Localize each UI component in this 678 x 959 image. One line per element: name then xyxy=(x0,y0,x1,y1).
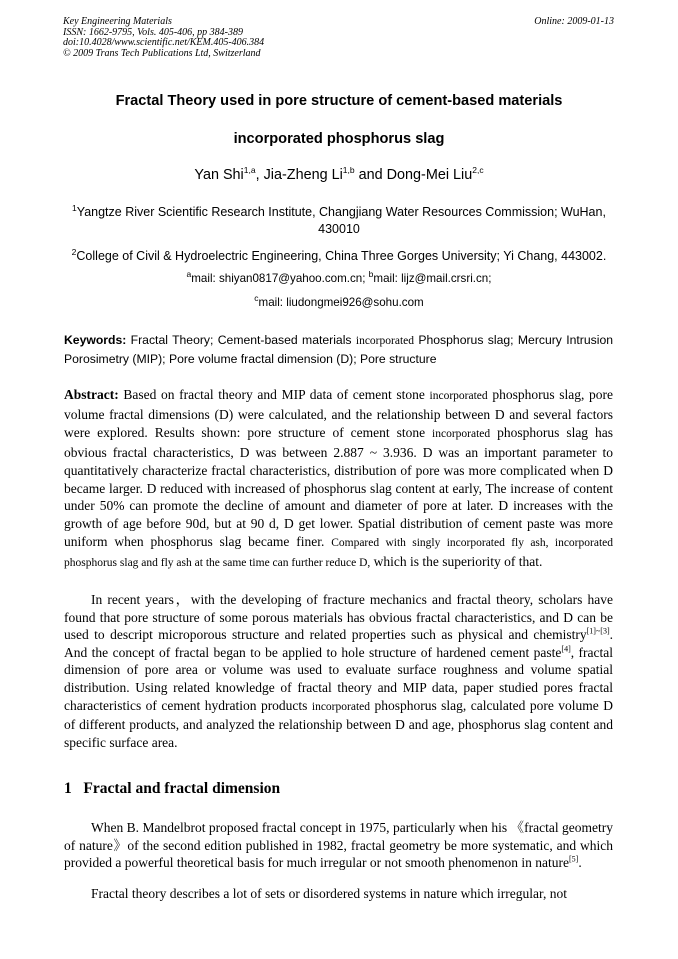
email-b: mail: lijz@mail.crsri.cn; xyxy=(373,272,492,285)
abstract-incorporated: incorporated xyxy=(432,427,491,440)
affiliation-1 xyxy=(63,204,615,238)
author-name: Jia-Zheng Li xyxy=(263,167,343,183)
affiliation-sup: 1 xyxy=(72,202,77,213)
keywords-incorporated: incorporated xyxy=(355,335,414,347)
author-name: Yan Shi xyxy=(194,167,244,183)
paragraph-text: Fractal theory describes a lot of sets or disordered systems in nature which irregular, not xyxy=(91,886,567,901)
journal-name: Key Engineering Materials xyxy=(63,16,172,27)
paper-title-line-1: Fractal Theory used in pore structure of cement-based materials xyxy=(115,93,563,109)
keywords-text: Fractal Theory; Cement-based materials xyxy=(126,333,356,347)
intro-text: In recent years，with the developing of fracture mechanics and fractal theory, scholars have found that pore structure of some porous materials has obvious fractal characteristics, and D can be used to descript microporous structure and related properties such as physical and chemistry xyxy=(64,592,613,643)
copyright-line: © 2009 Trans Tech Publications Ltd, Switzerland xyxy=(63,47,261,59)
section-heading xyxy=(64,780,280,798)
email-sup: a xyxy=(186,269,192,280)
intro-incorporated: incorporated xyxy=(311,700,370,713)
email-a: mail: shiyan0817@yahoo.com.cn; xyxy=(191,272,369,285)
email-sup: c xyxy=(254,293,259,304)
author-separator: , xyxy=(255,167,264,183)
paragraph-text: . xyxy=(578,855,582,871)
abstract-small-text: Compared with singly incorporated fly ash, incorporated phosphorus slag and fly ash at the same time can further reduce D, xyxy=(64,537,613,570)
intro-text: . And the concept of fractal began to be applied to hole structure of hardened cement paste xyxy=(64,627,613,660)
affiliation-2 xyxy=(63,248,615,265)
author-sup: 1,a xyxy=(243,165,256,176)
paper-title-line-2: incorporated phosphorus slag xyxy=(233,131,445,147)
author-list xyxy=(40,167,638,183)
issn-line: ISSN: 1662-9795, Vols. 405-406, pp 384-389 xyxy=(63,26,243,38)
abstract-text: Based on fractal theory and MIP data of cement stone xyxy=(118,387,430,402)
affiliation-sup: 2 xyxy=(71,246,77,257)
affiliation-text: College of Civil & Hydroelectric Engineering, China Three Gorges University; Yi Chang, 443002. xyxy=(76,249,607,263)
email-line-1 xyxy=(63,269,615,286)
email-line-2 xyxy=(63,293,615,310)
author-sup: 2,c xyxy=(472,165,484,176)
paragraph-text: When B. Mandelbrot proposed fractal concept in 1975, particularly when his 《fractal geometry of nature》of the second edition published in 1982, fractal geometry be more systematic, and which provided a powerful theoretical basis for much irregular or not smooth phenomenon in nature xyxy=(64,820,613,871)
keywords xyxy=(64,332,613,368)
journal-header xyxy=(63,17,443,59)
affiliation-text: Yangtze River Scientific Research Institute, Changjiang Water Resources Commission; WuHan, 430010 xyxy=(76,205,606,236)
section-number: 1 xyxy=(64,780,72,797)
citation: [4] xyxy=(561,644,571,654)
author-sup: 1,b xyxy=(342,165,355,176)
doi-line: doi:10.4028/www.scientific.net/KEM.405-406.384 xyxy=(63,37,265,48)
abstract-text: which is the superiority of that. xyxy=(370,554,543,570)
keywords-text: Phosphorus slag; Mercury Intrusion Porosimetry (MIP); Pore volume fractal dimension (D); Pore structure xyxy=(64,333,614,366)
intro-paragraph xyxy=(64,591,613,751)
author-name: Dong-Mei Liu xyxy=(386,167,473,183)
abstract-incorporated: incorporated xyxy=(429,390,488,402)
abstract-label: Abstract: xyxy=(64,387,119,402)
keywords-label: Keywords: xyxy=(64,333,127,347)
intro-text: , fractal dimension of pore area or volume was used to evaluate surface roughness and volume spatial distribution. Using related knowledge of fractal theory and MIP data, paper studied pores fractal characteristics of cement hydration products xyxy=(64,644,614,713)
intro-text: phosphorus slag, calculated pore volume D of different products, and analyzed the relationship between D and age, phosphorus slag content and specific surface area. xyxy=(64,697,613,750)
section-paragraph xyxy=(64,885,613,903)
online-date: Online: 2009-01-13 xyxy=(534,16,614,27)
citation: [1]~[3] xyxy=(586,626,610,636)
author-and: and xyxy=(354,167,387,183)
section-paragraph xyxy=(64,819,613,872)
section-title: Fractal and fractal dimension xyxy=(83,780,281,797)
abstract xyxy=(64,386,613,573)
abstract-text: phosphorus slag, pore volume fractal dimensions (D) were calculated, and the relationship between D and several factors were explored. Results shown: pore structure of cement stone xyxy=(64,387,613,440)
email-sup: b xyxy=(368,269,374,280)
email-c: mail: liudongmei926@sohu.com xyxy=(258,296,424,309)
abstract-text: phosphorus slag has obvious fractal characteristics, D was between 2.887 ~ 3.936. D was an important parameter to quantitatively characterize fractal characteristics, distribution of pore was more complicated when D became larger. D reduced with increased of phosphorus slag content at early, The increase of content under 50% can promote the decline of amount and diameter of pore at later. D increases with the growth of age before 90d, but at 90 d, D get lower. Spatial distribution of cement paste was more uniform when phosphorus slag became finer. xyxy=(64,424,614,550)
citation: [5] xyxy=(568,854,579,864)
